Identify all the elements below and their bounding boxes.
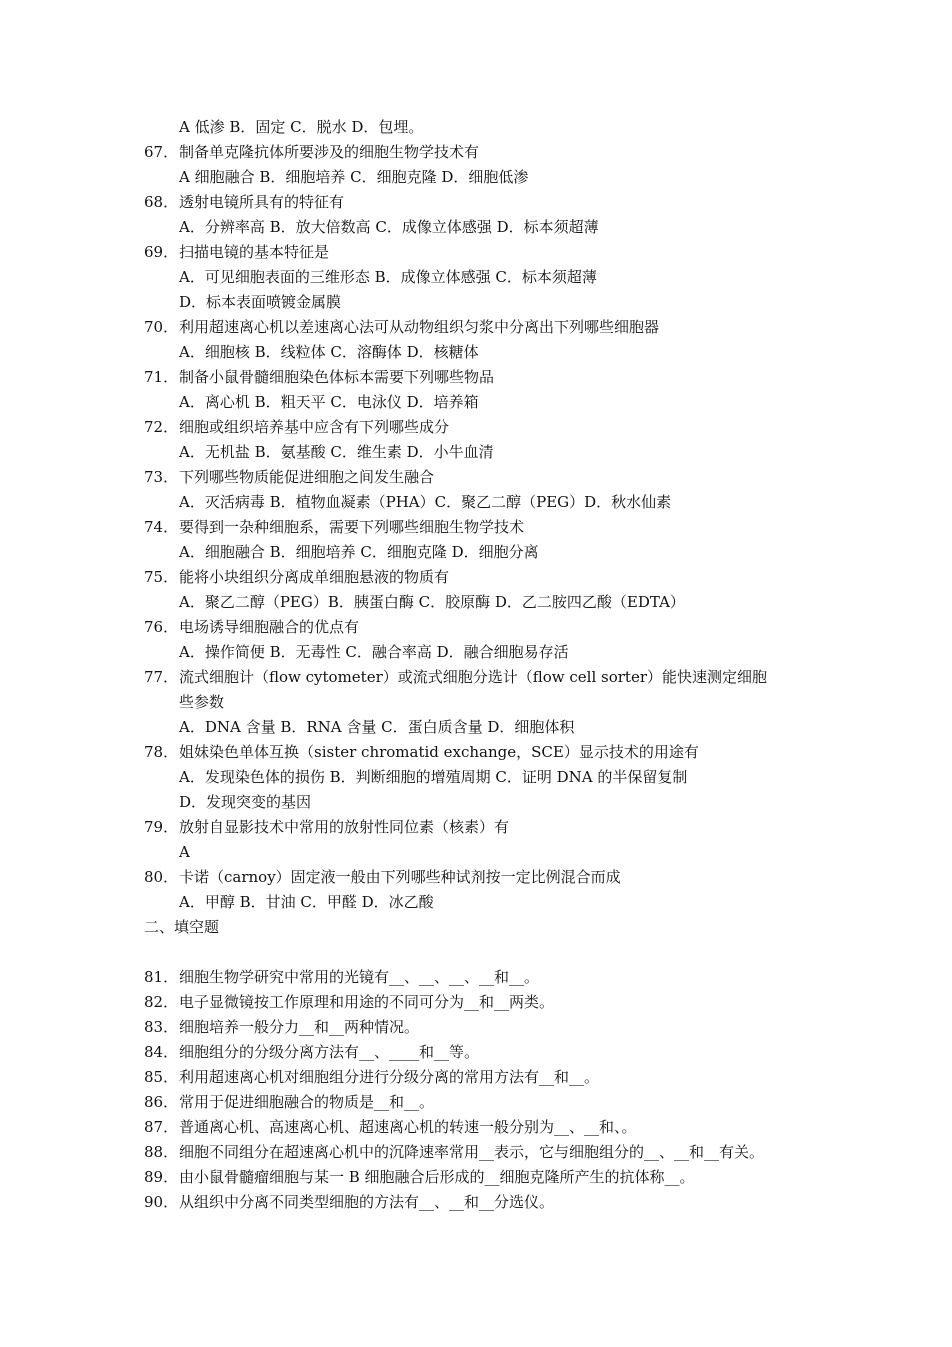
question-text: 电子显微镜按工作原理和用途的不同可分为__和__两类。 — [179, 993, 555, 1011]
question-67 — [144, 140, 844, 165]
question-options: A — [179, 843, 190, 861]
question-options: A．甲醇 B．甘油 C．甲醛 D．冰乙酸 — [179, 893, 434, 911]
question-82 — [144, 990, 844, 1015]
question-number: 78． — [144, 743, 179, 761]
question-options: A．细胞核 B．线粒体 C．溶酶体 D．核糖体 — [179, 343, 479, 361]
question-text: 放射自显影技术中常用的放射性同位素（核素）有 — [179, 818, 510, 836]
question-text: 细胞组分的分级分离方法有__、____和__等。 — [179, 1043, 480, 1061]
question-text: 细胞不同组分在超速离心机中的沉降速率常用__表示，它与细胞组分的__、__和__有关。 — [179, 1143, 765, 1161]
question-86 — [144, 1090, 844, 1115]
question-number: 77． — [144, 668, 179, 686]
question-options: A．可见细胞表面的三维形态 B．成像立体感强 C．标本须超薄 — [179, 268, 597, 286]
question-text-continuation: 些参数 — [179, 693, 225, 711]
question-number: 67． — [144, 143, 179, 161]
question-options: A．离心机 B．粗天平 C．电泳仪 D．培养箱 — [179, 393, 479, 411]
question-83 — [144, 1015, 844, 1040]
question-76 — [144, 615, 844, 640]
question-70 — [144, 315, 844, 340]
question-71 — [144, 365, 844, 390]
question-number: 74． — [144, 518, 179, 536]
question-options: A．细胞融合 B．细胞培养 C．细胞克隆 D．细胞分离 — [179, 543, 539, 561]
page-content — [144, 115, 844, 1215]
question-text: 透射电镜所具有的特征有 — [179, 193, 345, 211]
question-options: A．灭活病毒 B．植物血凝素（PHA）C．聚乙二醇（PEG）D．秋水仙素 — [179, 493, 672, 511]
question-number: 75． — [144, 568, 179, 586]
question-74 — [144, 515, 844, 540]
section-spacer — [144, 940, 844, 965]
question-text: 制备小鼠骨髓细胞染色体标本需要下列哪些物品 — [179, 368, 495, 386]
question-number: 80． — [144, 868, 179, 886]
question-text: 细胞生物学研究中常用的光镜有__、__、__、__和__。 — [179, 968, 540, 986]
question-number: 87． — [144, 1118, 179, 1136]
question-text: 普通离心机、高速离心机、超速离心机的转速一般分别为__、__和、。 — [179, 1118, 637, 1136]
question-81 — [144, 965, 844, 990]
question-number: 68． — [144, 193, 179, 211]
question-69 — [144, 240, 844, 265]
question-text: 流式细胞计（flow cytometer）或流式细胞分选计（flow cell sorter）能快速测定细胞 — [179, 668, 768, 686]
question-84 — [144, 1040, 844, 1065]
question-73 — [144, 465, 844, 490]
section-title: 二、填空题 — [144, 918, 220, 936]
question-text: 要得到一杂种细胞系，需要下列哪些细胞生物学技术 — [179, 518, 525, 536]
question-text: 下列哪些物质能促进细胞之间发生融合 — [179, 468, 435, 486]
question-number: 82． — [144, 993, 179, 1011]
question-number: 70． — [144, 318, 179, 336]
question-number: 86． — [144, 1093, 179, 1111]
question-85 — [144, 1065, 844, 1090]
question-text: 利用超速离心机以差速离心法可从动物组织匀浆中分离出下列哪些细胞器 — [179, 318, 660, 336]
question-text: 由小鼠骨髓瘤细胞与某一 B 细胞融合后形成的__细胞克隆所产生的抗体称__。 — [179, 1168, 695, 1186]
question-77 — [144, 665, 844, 690]
question-78 — [144, 740, 844, 765]
question-text: 能将小块组织分离成单细胞悬液的物质有 — [179, 568, 450, 586]
question-75 — [144, 565, 844, 590]
question-number: 73． — [144, 468, 179, 486]
question-options: A．无机盐 B．氨基酸 C．维生素 D．小牛血清 — [179, 443, 494, 461]
question-options: D．发现突变的基因 — [179, 793, 312, 811]
question-text: 从组织中分离不同类型细胞的方法有__、__和__分选仪。 — [179, 1193, 555, 1211]
question-79 — [144, 815, 844, 840]
question-options: A 低渗 B．固定 C．脱水 D．包埋。 — [179, 118, 424, 136]
question-number: 81． — [144, 968, 179, 986]
question-number: 69． — [144, 243, 179, 261]
question-text: 姐妹染色单体互换（sister chromatid exchange，SCE）显示技术的用途有 — [179, 743, 699, 761]
question-80 — [144, 865, 844, 890]
question-number: 83． — [144, 1018, 179, 1036]
question-text: 细胞或组织培养基中应含有下列哪些成分 — [179, 418, 450, 436]
question-options: A．DNA 含量 B．RNA 含量 C．蛋白质含量 D．细胞体积 — [179, 718, 575, 736]
question-87 — [144, 1115, 844, 1140]
question-number: 79． — [144, 818, 179, 836]
question-number: 76． — [144, 618, 179, 636]
question-text: 细胞培养一般分力__和__两种情况。 — [179, 1018, 420, 1036]
question-88 — [144, 1140, 844, 1165]
question-89 — [144, 1165, 844, 1190]
question-options: A 细胞融合 B．细胞培养 C．细胞克隆 D．细胞低渗 — [179, 168, 529, 186]
question-options: A．分辨率高 B．放大倍数高 C．成像立体感强 D．标本须超薄 — [179, 218, 599, 236]
question-text: 常用于促进细胞融合的物质是__和__。 — [179, 1093, 435, 1111]
question-72 — [144, 415, 844, 440]
question-options: A．发现染色体的损伤 B．判断细胞的增殖周期 C．证明 DNA 的半保留复制 — [179, 768, 688, 786]
question-text: 制备单克隆抗体所要涉及的细胞生物学技术有 — [179, 143, 480, 161]
question-options: A．操作简便 B．无毒性 C．融合率高 D．融合细胞易存活 — [179, 643, 569, 661]
question-number: 88． — [144, 1143, 179, 1161]
question-number: 85． — [144, 1068, 179, 1086]
question-number: 72． — [144, 418, 179, 436]
question-number: 84． — [144, 1043, 179, 1061]
question-text: 卡诺（carnoy）固定液一般由下列哪些种试剂按一定比例混合而成 — [179, 868, 621, 886]
question-68 — [144, 190, 844, 215]
question-number: 90． — [144, 1193, 179, 1211]
question-number: 89． — [144, 1168, 179, 1186]
question-text: 扫描电镜的基本特征是 — [179, 243, 330, 261]
question-90 — [144, 1190, 844, 1215]
question-text: 电场诱导细胞融合的优点有 — [179, 618, 360, 636]
question-options: A．聚乙二醇（PEG）B．胰蛋白酶 C．胶原酶 D．乙二胺四乙酸（EDTA） — [179, 593, 685, 611]
question-options: D．标本表面喷镀金属膜 — [179, 293, 342, 311]
question-text: 利用超速离心机对细胞组分进行分级分离的常用方法有__和__。 — [179, 1068, 600, 1086]
question-number: 71． — [144, 368, 179, 386]
